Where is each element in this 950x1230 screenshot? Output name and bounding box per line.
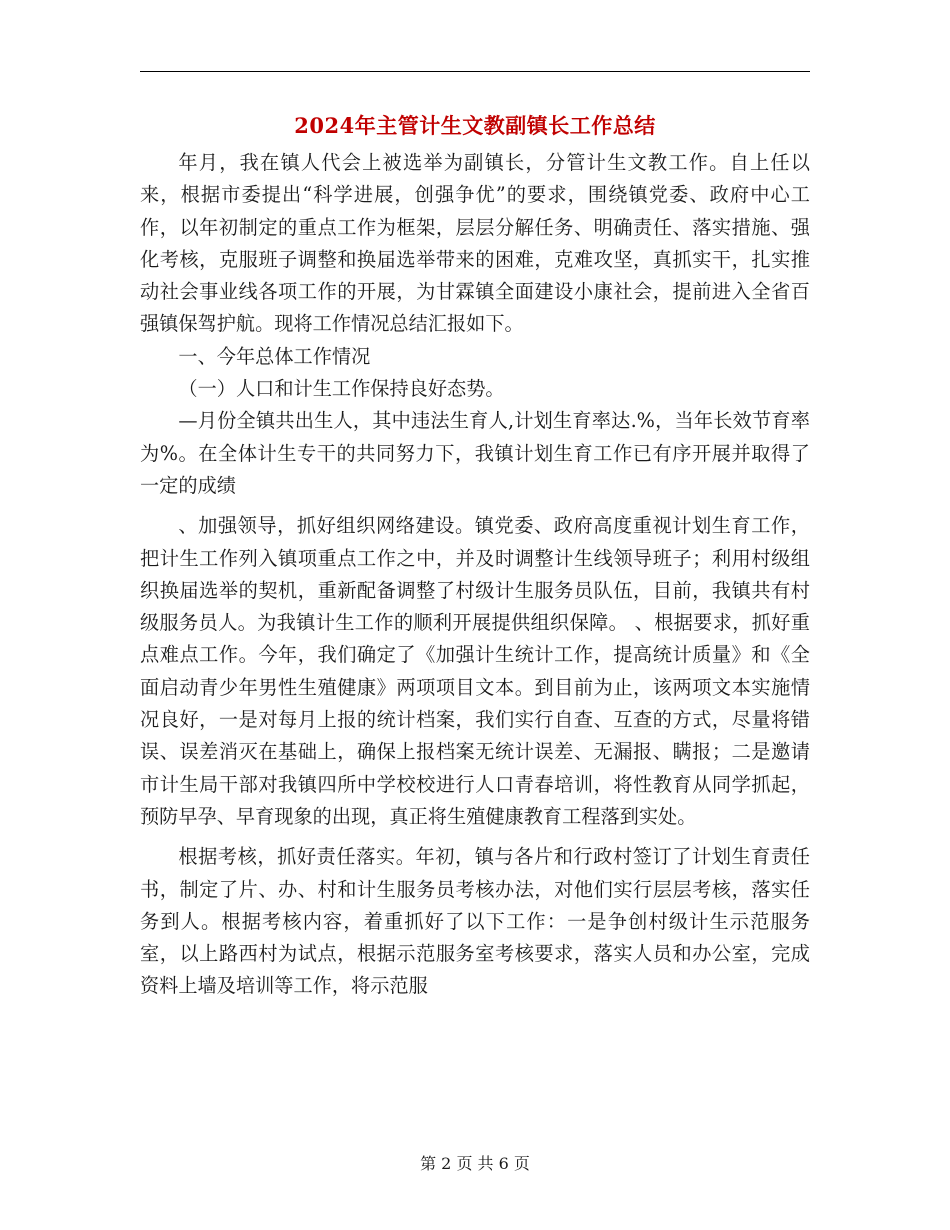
header-rule <box>140 71 810 72</box>
page-footer <box>140 1152 810 1176</box>
paragraph-statistics: —月份全镇共出生人，其中违法生育人,计划生育率达.%，当年长效节育率为%。在全体计生专干的共同努力下，我镇计划生育工作已有序开展并取得了一定的成绩 <box>140 409 810 497</box>
document-title: 2024年主管计生文教副镇长工作总结 <box>294 113 656 138</box>
subsection-heading-1: （一）人口和计生工作保持良好态势。 <box>178 377 505 401</box>
paragraph-assessment: 根据考核，抓好责任落实。年初，镇与各片和行政村签订了计划生育责任书，制定了片、办、村和计生服务员考核办法，对他们实行层层考核，落实任务到人。根据考核内容，着重抓好了以下工作：一是争创村级计生示范服务室，以上路西村为试点，根据示范服务室考核要求，落实人员和办公室，完成资料上墙及培训等工作，将示范服 <box>140 845 810 998</box>
page-number-label: 第 2 页 共 6 页 <box>420 1154 530 1173</box>
document-body <box>140 147 810 1003</box>
paragraph-intro: 年月，我在镇人代会上被选举为副镇长，分管计生文教工作。自上任以来，根据市委提出“科学进展，创强争优”的要求，围绕镇党委、政府中心工作，以年初制定的重点工作为框架，层层分解任务、明确责任、落实措施、强化考核，克服班子调整和换届选举带来的困难，克难攻坚，真抓实干，扎实推动社会事业线各项工作的开展，为甘霖镇全面建设小康社会，提前进入全省百强镇保驾护航。现将工作情况总结汇报如下。 <box>140 151 810 336</box>
section-heading-1: 一、今年总体工作情况 <box>178 344 371 368</box>
paragraph-leadership: 、加强领导，抓好组织网络建设。镇党委、政府高度重视计划生育工作，把计生工作列入镇项重点工作之中，并及时调整计生线领导班子；利用村级组织换届选举的契机，重新配备调整了村级计生服务员队伍，目前，我镇共有村级服务员人。为我镇计生工作的顺利开展提供组织保障。 、根据要求，抓好重点难点工作。今年，我们确定了《加强计生统计工作，提高统计质量》和《全面启动青少年男性生殖健康》两项项目文本。到目前为止，该两项文本实施情况良好，一是对每月上报的统计档案，我们实行自查、互查的方式，尽量将错误、误差消灭在基础上，确保上报档案无统计误差、无漏报、瞒报；二是邀请市计生局干部对我镇四所中学校校进行人口青春培训，将性教育从同学抓起，预防早孕、早育现象的出现，真正将生殖健康教育工程落到实处。 <box>140 514 810 828</box>
